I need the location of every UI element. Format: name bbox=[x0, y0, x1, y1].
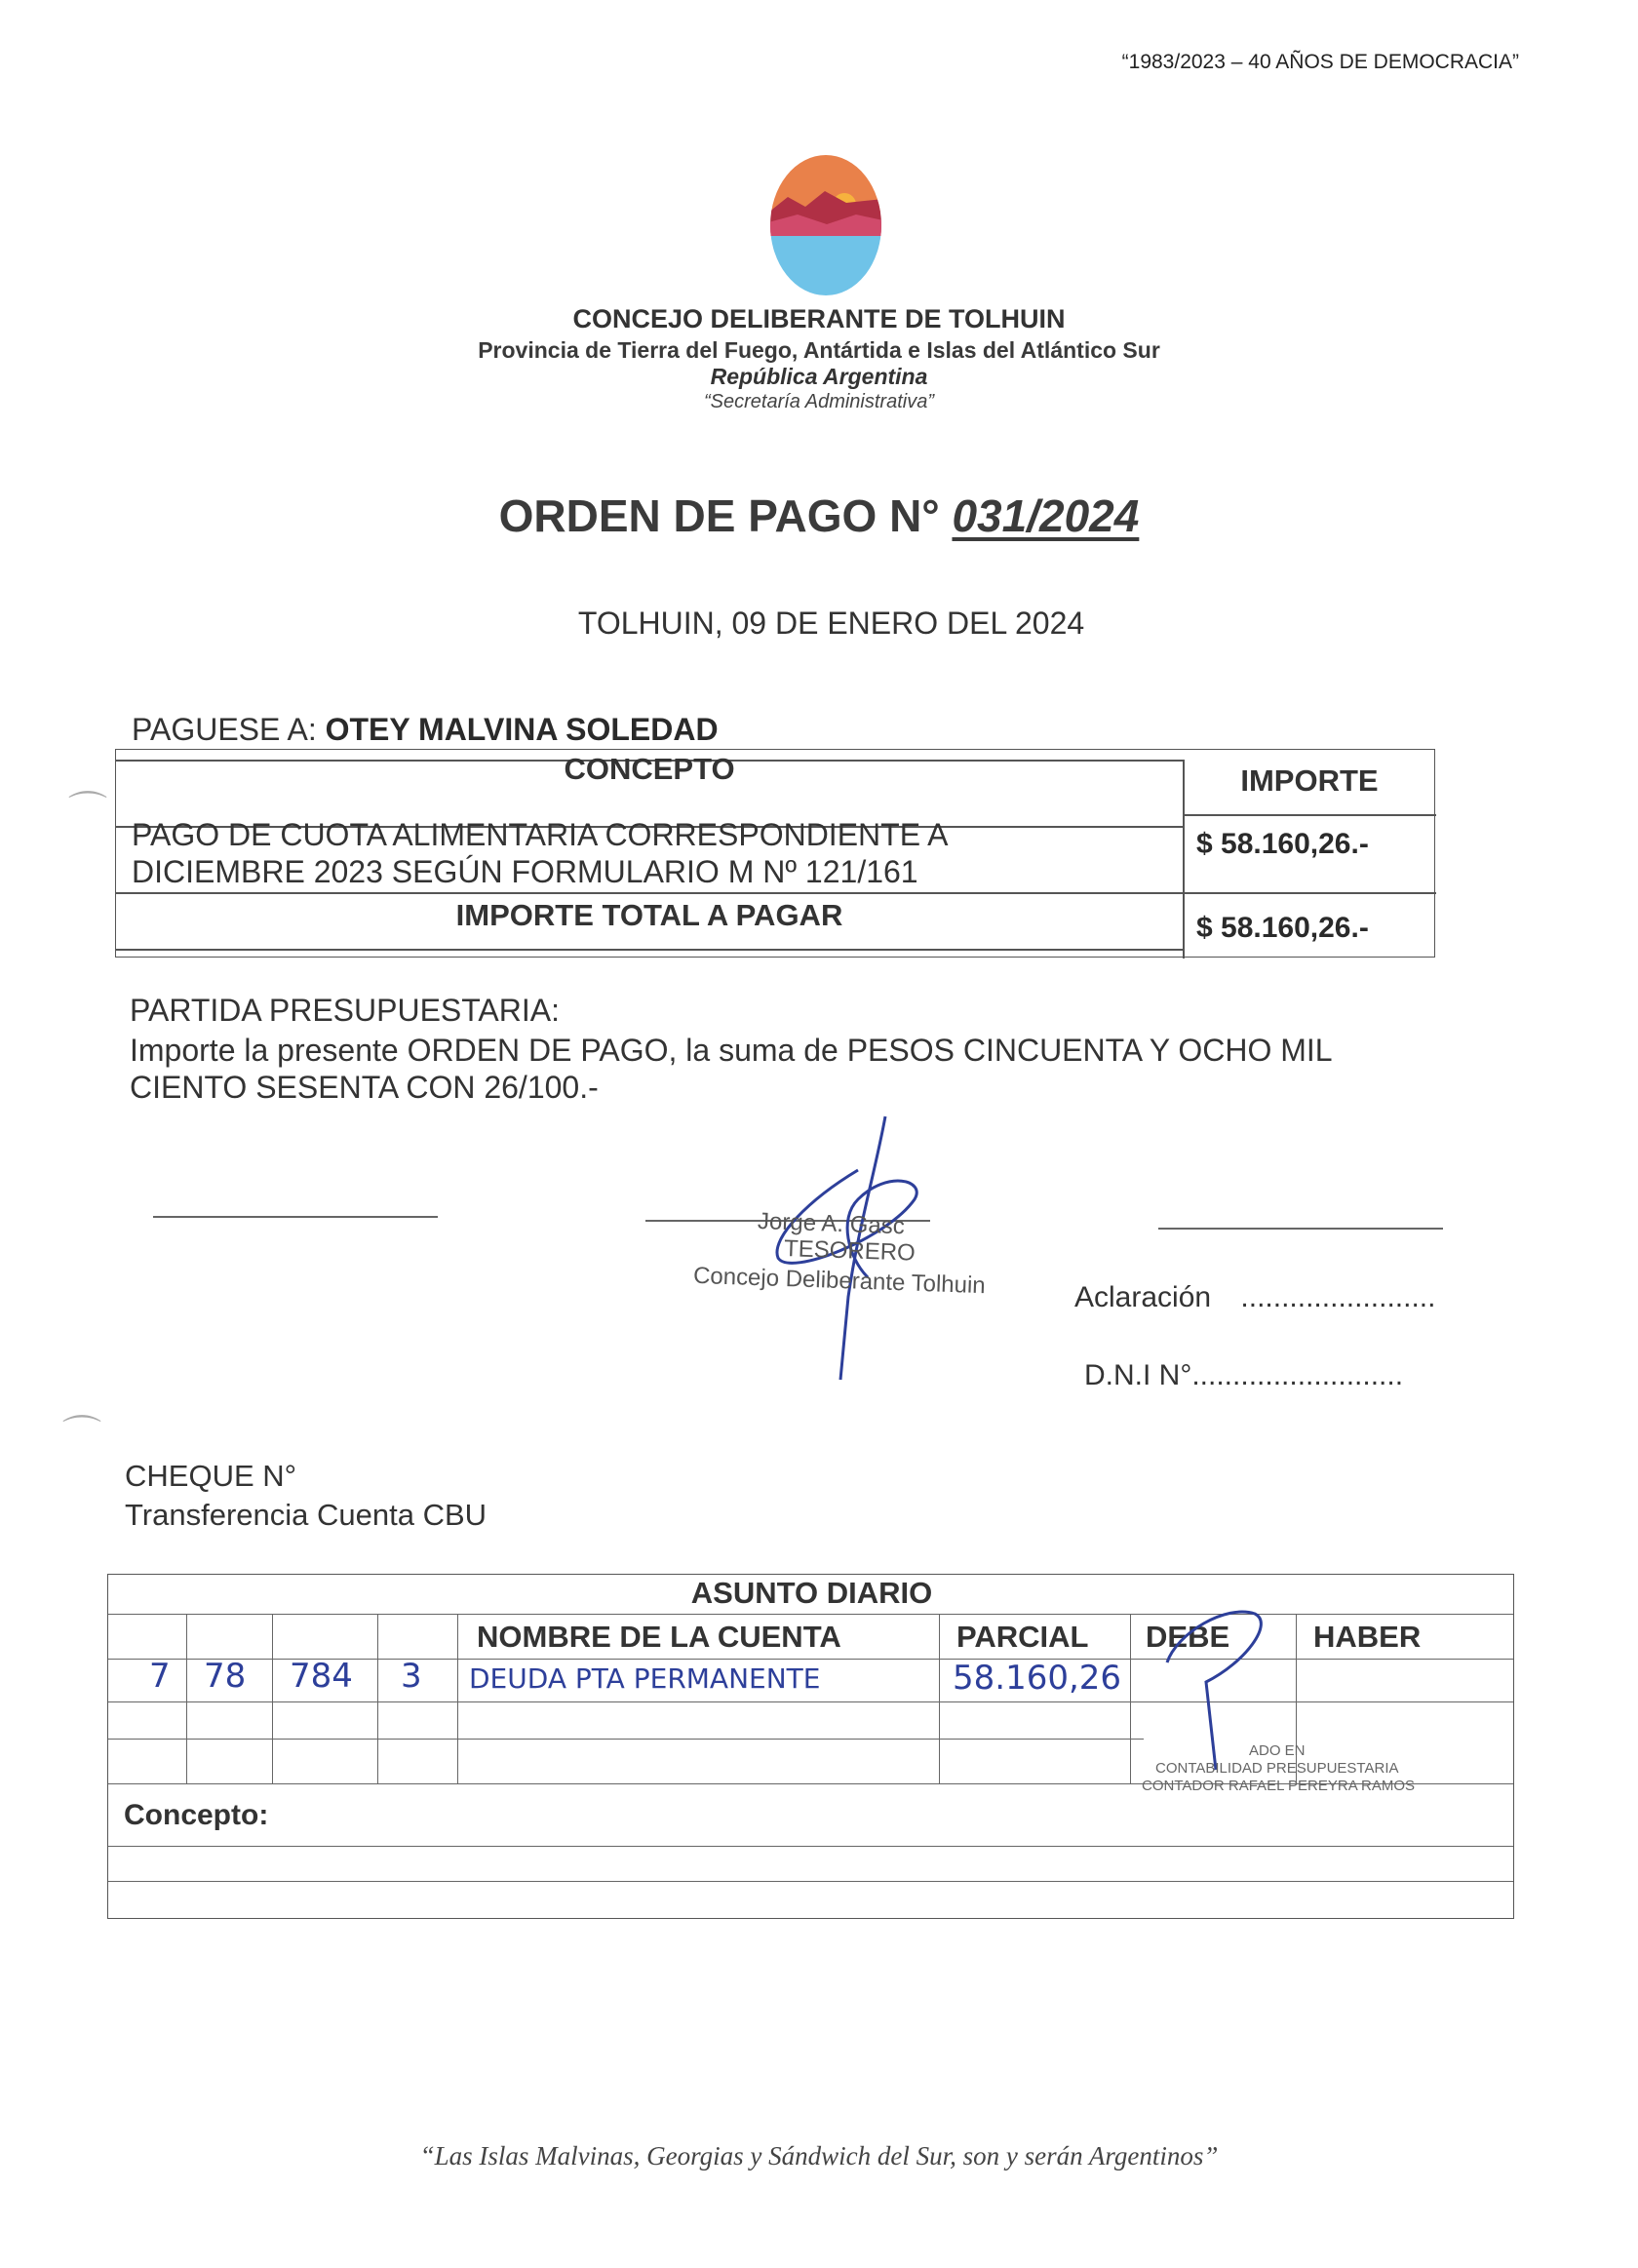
aclaracion-dots: ........................ bbox=[1240, 1281, 1436, 1313]
margin-mark: ⌒ bbox=[68, 790, 107, 833]
col-debit: DEBE bbox=[1146, 1620, 1230, 1654]
hw-code-2: 78 bbox=[204, 1657, 247, 1696]
footer-quote: “Las Islas Malvinas, Georgias y Sándwich del Sur, son y serán Argentinos” bbox=[419, 2141, 1219, 2170]
dni-field bbox=[1084, 1359, 1403, 1392]
order-title-prefix: ORDEN DE PAGO N° bbox=[498, 490, 940, 541]
motto-text: “1983/2023 – 40 AÑOS DE DEMOCRACIA” bbox=[1121, 51, 1519, 73]
signature-line-right bbox=[1158, 1228, 1443, 1230]
accounting-stamp-line-2: CONTABILIDAD PRESUPUESTARIA bbox=[1155, 1760, 1399, 1777]
concept-line-1: PAGO DE CUOTA ALIMENTARIA CORRESPONDIENTE A bbox=[132, 817, 949, 852]
department-name: “Secretaría Administrativa” bbox=[704, 391, 934, 412]
row-divider bbox=[1183, 814, 1436, 816]
hw-code-3: 784 bbox=[290, 1657, 353, 1696]
col-divider bbox=[457, 1614, 458, 1783]
order-number: 031/2024 bbox=[952, 490, 1140, 541]
payee-line bbox=[132, 712, 719, 748]
row-divider bbox=[108, 1701, 1513, 1702]
cheque-label: CHEQUE N° bbox=[125, 1459, 297, 1493]
journal-title: ASUNTO DIARIO bbox=[690, 1576, 933, 1610]
row-divider bbox=[108, 1739, 1144, 1740]
country-name: República Argentina bbox=[710, 364, 928, 389]
institution-name: CONCEJO DELIBERANTE DE TOLHUIN bbox=[572, 304, 1066, 333]
order-title bbox=[0, 489, 1638, 542]
total-label: IMPORTE TOTAL A PAGAR bbox=[455, 898, 843, 932]
col-credit: HABER bbox=[1313, 1620, 1422, 1654]
col-concept-header: CONCEPTO bbox=[564, 752, 735, 786]
province-name: Provincia de Tierra del Fuego, Antártida e Islas del Atlántico Sur bbox=[478, 337, 1160, 363]
concept-line-2: DICIEMBRE 2023 SEGÚN FORMULARIO M Nº 121/161 bbox=[132, 854, 918, 889]
row-divider bbox=[116, 949, 1183, 951]
col-divider bbox=[939, 1614, 940, 1783]
journal-table bbox=[107, 1574, 1514, 1919]
hw-code-4: 3 bbox=[401, 1657, 422, 1696]
institution-logo bbox=[768, 154, 883, 296]
margin-mark: ⌒ bbox=[62, 1414, 101, 1457]
col-divider bbox=[272, 1614, 273, 1783]
accounting-stamp bbox=[1142, 1742, 1415, 1795]
aclaracion-label: Aclaración bbox=[1074, 1281, 1212, 1313]
budget-text bbox=[130, 1032, 1436, 1106]
signature-line-left bbox=[153, 1216, 438, 1218]
col-divider bbox=[1130, 1614, 1131, 1783]
accounting-stamp-line-1: ADO EN bbox=[1249, 1742, 1306, 1759]
amount-cell: $ 58.160,26.- bbox=[1196, 828, 1369, 860]
hw-code-1: 7 bbox=[149, 1657, 171, 1696]
journal-concept-label: Concepto: bbox=[124, 1799, 269, 1831]
order-date: TOLHUIN, 09 DE ENERO DEL 2024 bbox=[577, 606, 1085, 641]
treasurer-role: TESORERO bbox=[783, 1234, 916, 1267]
total-amount-cell: $ 58.160,26.- bbox=[1196, 912, 1369, 944]
dni-dots: .......................... bbox=[1191, 1359, 1404, 1391]
dni-label: D.N.I N° bbox=[1084, 1359, 1192, 1391]
col-account-name: NOMBRE DE LA CUENTA bbox=[477, 1620, 841, 1654]
payee-label: PAGUESE A: bbox=[132, 712, 317, 747]
payment-table bbox=[115, 749, 1435, 958]
row-divider bbox=[108, 1881, 1513, 1882]
treasurer-stamp bbox=[693, 1206, 989, 1299]
col-divider bbox=[186, 1614, 187, 1783]
concept-cell bbox=[132, 816, 1165, 890]
budget-text-line-1: Importe la presente ORDEN DE PAGO, la suma de PESOS CINCUENTA Y OCHO MIL bbox=[130, 1033, 1333, 1068]
budget-text-line-2: CIENTO SESENTA CON 26/100.- bbox=[130, 1070, 599, 1105]
treasurer-org: Concejo Deliberante Tolhuin bbox=[692, 1262, 987, 1300]
col-divider bbox=[377, 1614, 378, 1783]
treasurer-name: Jorge A. Gasc bbox=[757, 1208, 906, 1240]
col-partial: PARCIAL bbox=[956, 1620, 1089, 1654]
row-divider bbox=[116, 892, 1436, 894]
payee-name: OTEY MALVINA SOLEDAD bbox=[325, 712, 719, 747]
col-amount-header: IMPORTE bbox=[1240, 763, 1379, 798]
hw-account: DEUDA PTA PERMANENTE bbox=[469, 1662, 821, 1695]
hw-partial: 58.160,26 bbox=[953, 1659, 1122, 1698]
row-divider bbox=[108, 1846, 1513, 1847]
aclaracion-field bbox=[1074, 1281, 1435, 1314]
transfer-label: Transferencia Cuenta CBU bbox=[125, 1498, 488, 1532]
budget-label: PARTIDA PRESUPUESTARIA: bbox=[130, 993, 560, 1028]
accounting-stamp-line-3: CONTADOR RAFAEL PEREYRA RAMOS bbox=[1142, 1778, 1416, 1794]
row-divider bbox=[108, 1614, 1513, 1615]
